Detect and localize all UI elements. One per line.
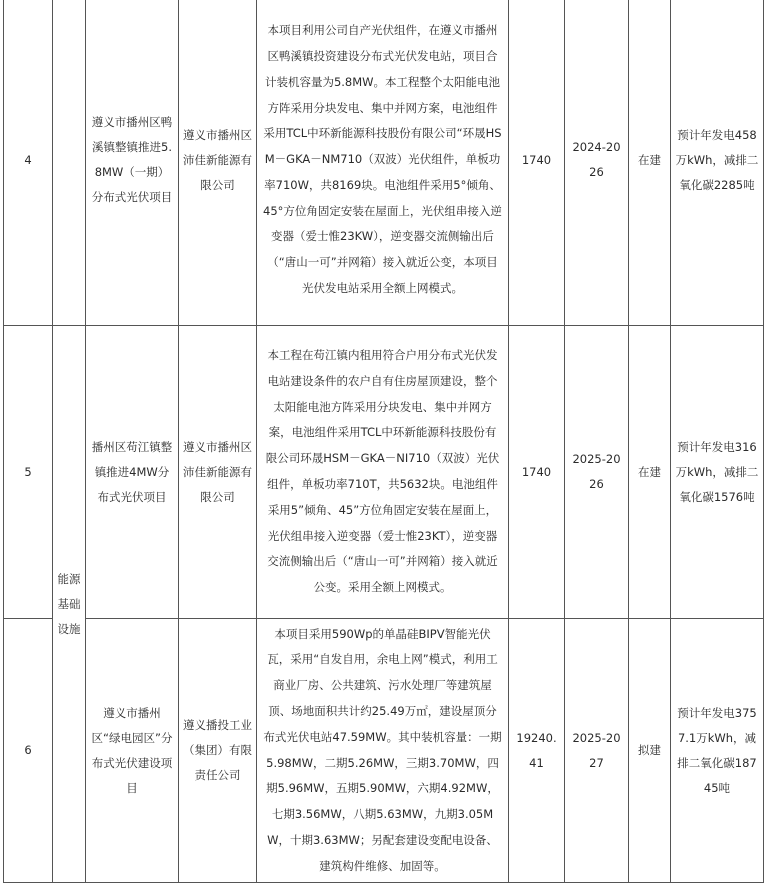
table-row: [4, 0, 764, 326]
row-number: 5: [4, 326, 53, 619]
project-benefit: 预计年发电316万kWh，减排二氧化碳1576吨: [671, 326, 764, 619]
project-description: 本项目利用公司自产光伏组件，在遵义市播州区鸭溪镇投资建设分布式光伏发电站，项目合计装机容量为5.8MW。本工程整个太阳能电池方阵采用分块发电、集中并网方案，电池组件采用TCL中环新能源科技股份有限公司“环晟HSM－GKA－NM710（双波）光伏组件，单板功率710W，共8169块。电池组件采用5°倾角、45°方位角固定安装在屋面上，光伏组串接入逆变器（爱士惟23KW），逆变器交流侧输出后（“唐山一可”并网箱）接入就近公变，本项目光伏发电站采用全额上网模式。: [257, 0, 509, 326]
category-cell: [53, 0, 86, 326]
project-table: [3, 0, 764, 883]
row-number: 6: [4, 619, 53, 883]
investment: 1740: [509, 0, 565, 326]
project-benefit: 预计年发电458万kWh，减排二氧化碳2285吨: [671, 0, 764, 326]
construction-period: 2025-2027: [565, 619, 629, 883]
row-number: 4: [4, 0, 53, 326]
project-description: 本工程在苟江镇内租用符合户用分布式光伏发电站建设条件的农户自有住房屋顶建设，整个太阳能电池方阵采用分块发电、集中并网方案，电池组件采用TCL中环新能源科技股份有限公司环晟HSM－GKA－NI710（双波）光伏组件，单板功率710T，共5632块。电池组件采用5”倾角、45”方位角固定安装在屋面上，光伏组串接入逆变器（爱士惟23KT），逆变器交流侧输出后（“唐山一可”并网箱）接入就近公变。采用全额上网模式。: [257, 326, 509, 619]
project-name: 遵义市播州区“绿电园区”分布式光伏建设项目: [86, 619, 179, 883]
company-name: 遵义市播州区沛佳新能源有限公司: [179, 326, 257, 619]
construction-period: 2024-2026: [565, 0, 629, 326]
company-name: 遵义播投工业（集团）有限责任公司: [179, 619, 257, 883]
company-name: 遵义市播州区沛佳新能源有限公司: [179, 0, 257, 326]
project-description: 本项目采用590Wp的单晶硅BIPV智能光伏瓦，采用“自发自用，余电上网”模式，利用工商业厂房、公共建筑、污水处理厂等建筑屋顶、场地面积共计约25.49万㎡，建设屋顶分布式光伏电站47.59MW。其中装机容量：一期5.98MW，二期5.26MW，三期3.70MW，四期5.96MW，五期5.90MW，六期4.92MW，七期3.56MW，八期5.63MW，九期3.05MW，十期3.63MW；另配套建设变配电设备、建筑构件维修、加固等。: [257, 619, 509, 883]
project-status: 拟建: [629, 619, 671, 883]
project-status: 在建: [629, 0, 671, 326]
table-row: [4, 619, 764, 883]
table-row: [4, 326, 764, 619]
project-status: 在建: [629, 326, 671, 619]
investment: 1740: [509, 326, 565, 619]
project-name: 遵义市播州区鸭溪镇整镇推进5.8MW（一期）分布式光伏项目: [86, 0, 179, 326]
investment: 19240.41: [509, 619, 565, 883]
construction-period: 2025-2026: [565, 326, 629, 619]
category-cell: 能源基础设施: [53, 326, 86, 883]
project-benefit: 预计年发电3757.1万kWh，减排二氧化碳18745吨: [671, 619, 764, 883]
project-name: 播州区苟江镇整镇推进4MW分布式光伏项目: [86, 326, 179, 619]
